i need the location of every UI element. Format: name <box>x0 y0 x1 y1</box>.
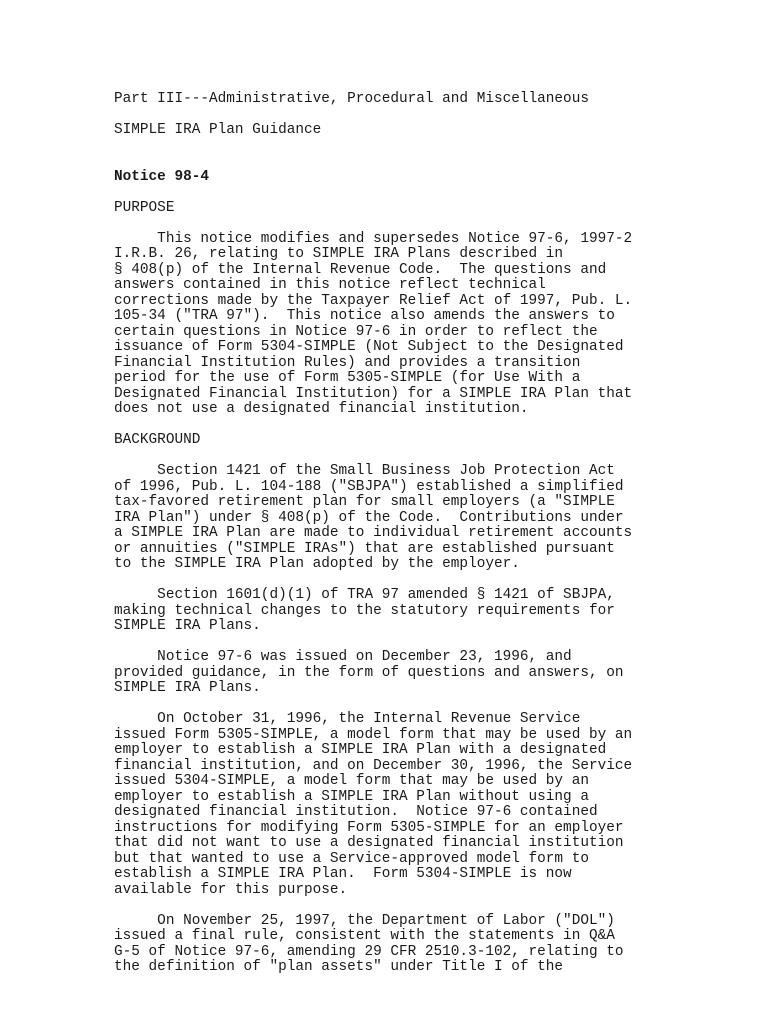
text-line: 105-34 ("TRA 97"). This notice also amends the answers to <box>114 308 615 324</box>
paragraph <box>114 464 754 573</box>
text-line: SIMPLE IRA Plans. <box>114 680 261 696</box>
text-line: answers contained in this notice reflect technical <box>114 277 546 293</box>
section-heading: BACKGROUND <box>114 432 201 448</box>
document-page <box>114 92 754 991</box>
text-line: Section 1601(d)(1) of TRA 97 amended § 1421 of SBJPA, <box>114 587 615 603</box>
text-line: tax-favored retirement plan for small employers (a "SIMPLE <box>114 494 615 510</box>
text-line: employer to establish a SIMPLE IRA Plan without using a <box>114 788 589 805</box>
text-line: period for the use of Form 5305-SIMPLE (for Use With a <box>114 370 581 386</box>
text-line: SIMPLE IRA Plans. <box>114 618 261 634</box>
text-line: Financial Institution Rules) and provides a transition <box>114 354 581 371</box>
paragraph <box>114 232 754 418</box>
spacer <box>114 154 754 170</box>
text-line: Notice 97-6 was issued on December 23, 1996, and <box>114 649 572 665</box>
spacer <box>114 418 754 434</box>
text-line: issued 5304-SIMPLE, a model form that may be used by an <box>114 773 589 789</box>
text-line: issuance of Form 5304-SIMPLE (Not Subject to the Designated <box>114 339 624 355</box>
text-line: financial institution, and on December 30, 1996, the Service <box>114 757 633 774</box>
spacer <box>114 216 754 232</box>
spacer <box>114 185 754 201</box>
text-line: This notice modifies and supersedes Notice 97-6, 1997-2 <box>114 230 633 247</box>
text-line: issued a final rule, consistent with the statements in Q&A <box>114 928 615 944</box>
text-line: Section 1421 of the Small Business Job Protection Act <box>114 463 615 479</box>
text-line: IRA Plan") under § 408(p) of the Code. Contributions under <box>114 509 624 526</box>
text-line: I.R.B. 26, relating to SIMPLE IRA Plans described in <box>114 246 564 262</box>
text-line: provided guidance, in the form of questions and answers, on <box>114 664 624 681</box>
subject-line: SIMPLE IRA Plan Guidance <box>114 122 322 138</box>
text-line: the definition of "plan assets" under Title I of the <box>114 959 564 975</box>
spacer <box>114 108 754 124</box>
text-line: On November 25, 1997, the Department of Labor ("DOL") <box>114 912 615 929</box>
text-line: designated financial institution. Notice 97-6 contained <box>114 804 598 820</box>
text-line: of 1996, Pub. L. 104-188 ("SBJPA") established a simplified <box>114 478 624 495</box>
paragraph <box>114 712 754 898</box>
text-line: to the SIMPLE IRA Plan adopted by the employer. <box>114 556 520 572</box>
text-line: certain questions in Notice 97-6 in order to reflect the <box>114 323 598 340</box>
text-line: On October 31, 1996, the Internal Revenue Service <box>114 711 581 727</box>
text-line: but that wanted to use a Service-approved model form to <box>114 850 589 867</box>
spacer <box>114 449 754 465</box>
text-line: § 408(p) of the Internal Revenue Code. The questions and <box>114 261 607 278</box>
text-line: issued Form 5305-SIMPLE, a model form that may be used by an <box>114 726 633 743</box>
notice-title: Notice 98-4 <box>114 168 209 185</box>
text-line: or annuities ("SIMPLE IRAs") that are established pursuant <box>114 540 615 557</box>
text-line: that did not want to use a designated financial institution <box>114 835 624 851</box>
paragraph <box>114 588 754 635</box>
text-line: a SIMPLE IRA Plan are made to individual retirement accounts <box>114 525 633 541</box>
text-line: making technical changes to the statutory requirements for <box>114 602 615 619</box>
paragraph <box>114 650 754 697</box>
part-heading: Part III---Administrative, Procedural and Miscellaneous <box>114 91 589 107</box>
spacer <box>114 697 754 713</box>
text-line: G-5 of Notice 97-6, amending 29 CFR 2510.3-102, relating to <box>114 943 624 960</box>
document-body <box>114 201 754 992</box>
spacer <box>114 898 754 914</box>
spacer <box>114 573 754 589</box>
spacer <box>114 976 754 992</box>
text-line: Designated Financial Institution) for a SIMPLE IRA Plan that <box>114 385 633 402</box>
text-line: corrections made by the Taxpayer Relief Act of 1997, Pub. L. <box>114 292 633 309</box>
text-line: does not use a designated financial institution. <box>114 401 529 417</box>
text-line: employer to establish a SIMPLE IRA Plan with a designated <box>114 742 607 758</box>
text-line: instructions for modifying Form 5305-SIMPLE for an employer <box>114 819 624 836</box>
text-line: establish a SIMPLE IRA Plan. Form 5304-SIMPLE is now <box>114 866 572 882</box>
spacer <box>114 139 754 155</box>
spacer <box>114 635 754 651</box>
paragraph <box>114 914 754 976</box>
section-heading: PURPOSE <box>114 199 175 216</box>
text-line: available for this purpose. <box>114 881 348 898</box>
